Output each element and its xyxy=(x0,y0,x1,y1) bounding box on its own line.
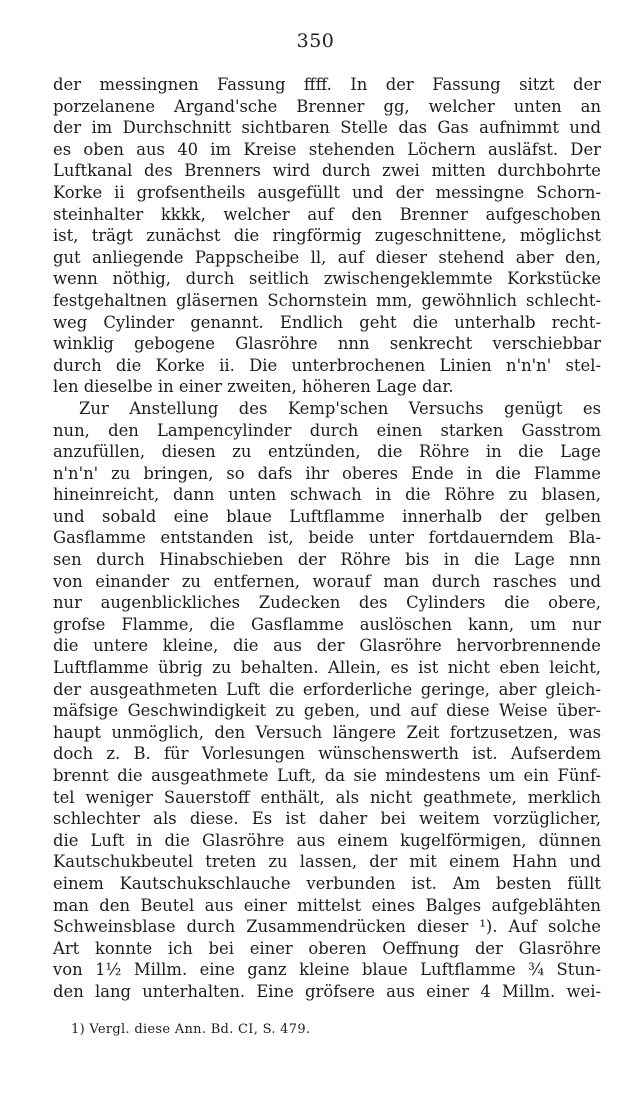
text-line: anzufüllen, diesen zu entzünden, die Röhre in die Lage xyxy=(53,442,601,462)
text-line: Luftkanal des Brenners wird durch zwei mitten durchbohrte xyxy=(53,161,601,181)
text-line: steinhalter kkkk, welcher auf den Brenner aufgeschoben xyxy=(53,204,601,224)
page-number: 350 xyxy=(296,30,335,52)
text-line: Luftflamme übrig zu behalten. Allein, es ist nicht eben leicht, xyxy=(53,658,601,678)
body-text xyxy=(53,74,601,1003)
text-line: winklig gebogene Glasröhre nnn senkrecht verschiebbar xyxy=(53,334,601,354)
text-line: und sobald eine blaue Luftflamme innerhalb der gelben xyxy=(53,506,601,526)
text-line: von 1½ Millm. eine ganz kleine blaue Luftflamme ¾ Stun- xyxy=(53,960,601,980)
text-line: einem Kautschukschlauche verbunden ist. Am besten füllt xyxy=(53,873,601,893)
text-line: doch z. B. für Vorlesungen wünschenswerth ist. Aufserdem xyxy=(53,744,601,764)
text-line: Gasflamme entstanden ist, beide unter fortdauerndem Bla- xyxy=(53,528,601,548)
text-line: von einander zu entfernen, worauf man durch rasches und xyxy=(53,571,601,591)
text-line: Schweinsblase durch Zusammendrücken dieser ¹). Auf solche xyxy=(53,917,601,937)
text-line: weg Cylinder genannt. Endlich geht die unterhalb recht- xyxy=(53,312,601,332)
text-line: wenn nöthig, durch seitlich zwischengeklemmte Korkstücke xyxy=(53,269,601,289)
text-line: der ausgeathmeten Luft die erforderliche geringe, aber gleich- xyxy=(53,679,601,699)
text-line: die Luft in die Glasröhre aus einem kugelförmigen, dünnen xyxy=(53,830,601,850)
text-line: porzelanene Argand'sche Brenner gg, welcher unten an xyxy=(53,96,601,116)
text-line: len dieselbe in einer zweiten, höheren Lage dar. xyxy=(53,377,454,397)
text-line: hineinreicht, dann unten schwach in die Röhre zu blasen, xyxy=(53,485,601,505)
text-line: tel weniger Sauerstoff enthält, als nicht geathmete, merklich xyxy=(53,787,601,807)
text-line: ist, trägt zunächst die ringförmig zugeschnittene, möglichst xyxy=(53,226,601,246)
text-line: Kautschukbeutel treten zu lassen, der mit einem Hahn und xyxy=(53,852,601,872)
text-line: gut anliegende Pappscheibe ll, auf dieser stehend aber den, xyxy=(53,247,601,267)
text-line: Art konnte ich bei einer oberen Oeffnung der Glasröhre xyxy=(53,938,601,958)
text-line: es oben aus 40 im Kreise stehenden Löchern ausläfst. Der xyxy=(53,139,601,159)
text-line: schlechter als diese. Es ist daher bei weitem vorzüglicher, xyxy=(53,809,601,829)
text-line: mäfsige Geschwindigkeit zu geben, und auf diese Weise über- xyxy=(53,701,601,721)
text-line: festgehaltnen gläsernen Schornstein mm, gewöhnlich schlecht- xyxy=(53,290,601,310)
text-line: die untere kleine, die aus der Glasröhre hervorbrennende xyxy=(53,636,601,656)
text-line: brennt die ausgeathmete Luft, da sie mindestens um ein Fünf- xyxy=(53,766,601,785)
text-line: grofse Flamme, die Gasflamme auslöschen kann, um nur xyxy=(53,614,601,634)
text-line: Zur Anstellung des Kemp'schen Versuchs genügt es xyxy=(79,398,601,418)
text-line: nun, den Lampencylinder durch einen starken Gasstrom xyxy=(53,420,601,440)
text-line: nur augenblickliches Zudecken des Cylinders die obere, xyxy=(53,593,601,613)
text-line: durch die Korke ii. Die unterbrochenen Linien n'n'n' stel- xyxy=(53,355,601,375)
text-line: Korke ii grofsentheils ausgefüllt und der messingne Schorn- xyxy=(53,182,601,202)
text-line: der im Durchschnitt sichtbaren Stelle das Gas aufnimmt und xyxy=(53,118,601,138)
text-line: haupt unmöglich, den Versuch längere Zeit fortzusetzen, was xyxy=(53,722,601,742)
text-line: man den Beutel aus einer mittelst eines Balges aufgeblähten xyxy=(53,895,601,915)
text-line: den lang unterhalten. Eine gröfsere aus einer 4 Millm. wei- xyxy=(53,981,601,1001)
footnote: 1) Vergl. diese Ann. Bd. CI, S. 479. xyxy=(71,1022,311,1037)
text-line: n'n'n' zu bringen, so dafs ihr oberes Ende in die Flamme xyxy=(53,463,601,483)
text-line: der messingnen Fassung ffff. In der Fassung sitzt der xyxy=(53,75,601,94)
text-line: sen durch Hinabschieben der Röhre bis in die Lage nnn xyxy=(53,550,601,570)
